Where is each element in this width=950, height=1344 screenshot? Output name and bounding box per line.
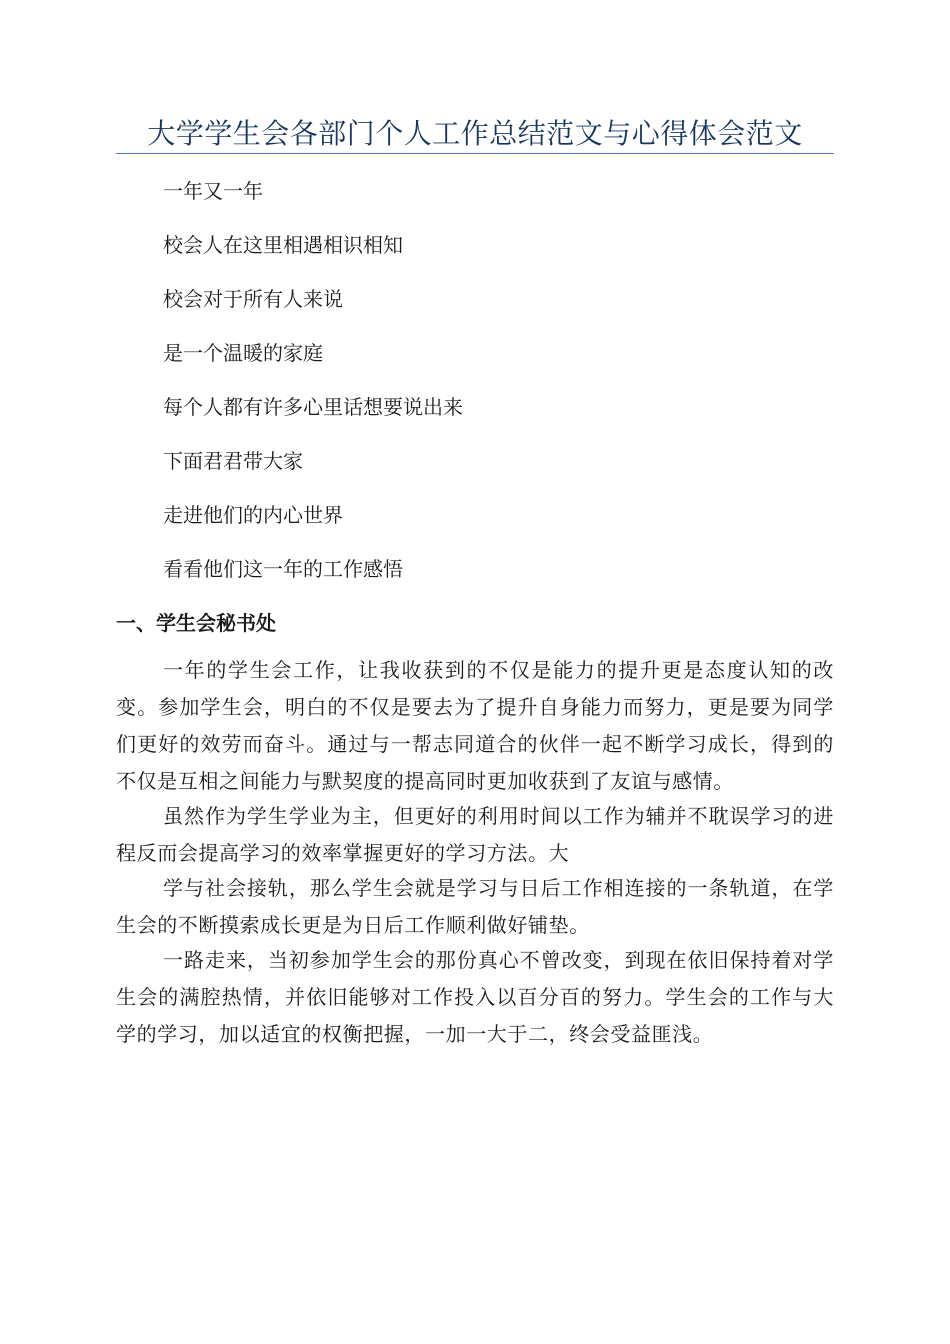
- title-underline: [116, 153, 834, 154]
- intro-line: 每个人都有许多心里话想要说出来: [163, 395, 463, 419]
- intro-line: 校会人在这里相遇相识相知: [163, 233, 403, 257]
- intro-line: 校会对于所有人来说: [163, 287, 343, 311]
- document-title: 大学学生会各部门个人工作总结范文与心得体会范文: [147, 117, 803, 150]
- document-body: [116, 176, 834, 1061]
- intro-line: 一年又一年: [163, 179, 263, 203]
- section-paragraph: 一年的学生会工作，让我收获到的不仅是能力的提升更是态度认知的改变。参加学生会，明白的不仅是要去为了提升自身能力而努力，更是要为同学们更好的效劳而奋斗。通过与一帮志同道合的伙伴一起不断学习成长，得到的不仅是互相之间能力与默契度的提高同时更加收获到了友谊与感情。: [116, 658, 834, 793]
- section-paragraph: 学与社会接轨，那么学生会就是学习与日后工作相连接的一条轨道，在学生会的不断摸索成长更是为日后工作顺利做好铺垫。: [116, 876, 834, 937]
- section-paragraph: 一路走来，当初参加学生会的那份真心不曾改变，到现在依旧保持着对学生会的满腔热情，并依旧能够对工作投入以百分百的努力。学生会的工作与大学的学习，加以适宜的权衡把握，一加一大于二，终会受益匪浅。: [116, 948, 834, 1046]
- intro-line: 下面君君带大家: [163, 449, 303, 473]
- section-heading: 一、学生会秘书处: [116, 611, 276, 635]
- section-paragraph: 虽然作为学生学业为主，但更好的利用时间以工作为辅并不耽误学习的进程反而会提高学习的效率掌握更好的学习方法。大: [116, 804, 834, 865]
- intro-line: 是一个温暖的家庭: [163, 341, 323, 365]
- intro-line: 看看他们这一年的工作感悟: [163, 557, 403, 581]
- intro-line: 走进他们的内心世界: [163, 503, 343, 527]
